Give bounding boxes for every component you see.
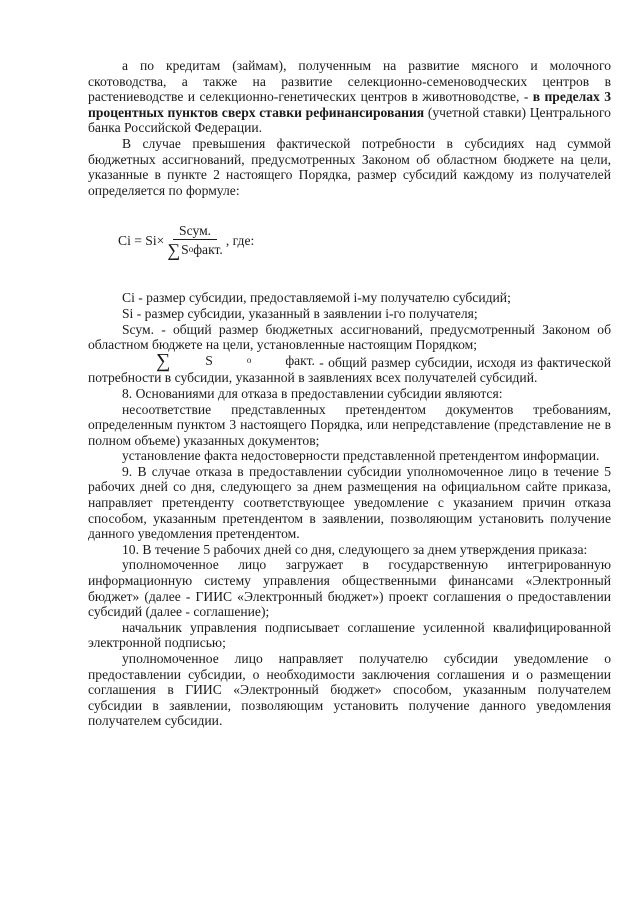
document-page bbox=[88, 58, 611, 729]
paragraph-8-item-1: несоответствие представленных претендентом документов требованиям, определенным пунктом 3 настоящего Порядка, или непредставление (представление не в полном объеме) указанных документов; bbox=[88, 401, 611, 448]
paragraph-10: 10. В течение 5 рабочих дней со дня, следующего за днем утверждения приказа: bbox=[122, 541, 588, 557]
sum-subscript: o bbox=[246, 354, 252, 365]
paragraph-8: 8. Основаниями для отказа в предоставлении субсидии являются: bbox=[122, 385, 503, 401]
den-s: S bbox=[181, 242, 189, 258]
text-run: (учетной ставки) Центрального банка Российской Федерации. bbox=[88, 104, 611, 136]
definition-si: Si - размер субсидии, указанный в заявлении i-го получателя; bbox=[122, 305, 478, 321]
text-run: а по кредитам (займам), полученным на развитие мясного и молочного скотоводства, а также на развитие селекционно-семеноводческих центров в растениеводстве и селекционно-генетических центров в животноводстве, - bbox=[88, 58, 611, 105]
formula-fraction bbox=[167, 223, 223, 259]
formula-tail: , где: bbox=[225, 232, 255, 248]
formula-denominator bbox=[167, 240, 223, 261]
formula-lhs: Ci = Si bbox=[118, 232, 157, 248]
definition-text: - общий размер субсидии, исходя из фактической потребности в субсидии, указанной в заявлениях всех получателей субсидий. bbox=[88, 354, 611, 386]
paragraph-10-item-2: начальник управления подписывает соглашение усиленной квалифицированной электронной подписью; bbox=[88, 619, 611, 651]
formula-numerator: Sсум. bbox=[173, 223, 217, 241]
definition-ssum: Sсум. - общий размер бюджетных ассигнований, предусмотренный Законом об областном бюджете на цели, установленные настоящим Порядком; bbox=[88, 321, 611, 353]
formula-times: × bbox=[156, 232, 165, 248]
paragraph-10-item-3: уполномоченное лицо направляет получателю субсидии уведомление о предоставлении субсидии, о необходимости заключения соглашения и о размещении соглашения в ГИИС «Электронный бюджет» способом, указанным получателем субсидии в заявлении, позволяющим установить получение данного уведомления получателем субсидии. bbox=[88, 651, 611, 729]
sigma-symbol: ∑ bbox=[167, 240, 181, 261]
bold-text-run: в пределах 3 процентных пунктов сверх ставки рефинансирования bbox=[88, 89, 612, 120]
den-rest: факт. bbox=[193, 242, 223, 258]
subsidy-formula bbox=[118, 212, 611, 268]
paragraph-credit-rate bbox=[88, 58, 611, 136]
paragraph-9: 9. В случае отказа в предоставлении субсидии уполномоченное лицо в течение 5 рабочих дней со дня, следующего за днем размещения на официальном сайте приказа, направляет претенденту соответствующее уведомление с указанием причин отказа способом, указанным претендентом в заявлении, позволяющим установить получение данного уведомления претендентом. bbox=[88, 463, 611, 542]
sigma-symbol: ∑ bbox=[156, 349, 171, 372]
sum-rest: факт. bbox=[285, 352, 315, 368]
paragraph-excess-demand: В случае превышения фактической потребности в субсидиях над суммой бюджетных ассигнований, предусмотренных Законом об областном бюджете на цели, указанные в пункте 2 настоящего Порядка, размер субсидий каждому из получателей определяется по формуле: bbox=[88, 135, 611, 198]
definition-sum-fact bbox=[88, 349, 611, 386]
sum-s: S bbox=[205, 352, 213, 368]
definition-ci: Ci - размер субсидии, предоставляемой i-му получателю субсидий; bbox=[122, 290, 511, 306]
paragraph-10-item-1: уполномоченное лицо загружает в государственную интегрированную информационную систему управления общественными финансами «Электронный бюджет» (далее - ГИИС «Электронный бюджет») проект соглашения о предоставлении субсидий (далее - соглашение); bbox=[88, 557, 611, 620]
den-subscript: o bbox=[188, 244, 194, 255]
paragraph-8-item-2: установление факта недостоверности представленной претендентом информации. bbox=[122, 448, 600, 464]
sum-fact-term bbox=[122, 349, 315, 372]
